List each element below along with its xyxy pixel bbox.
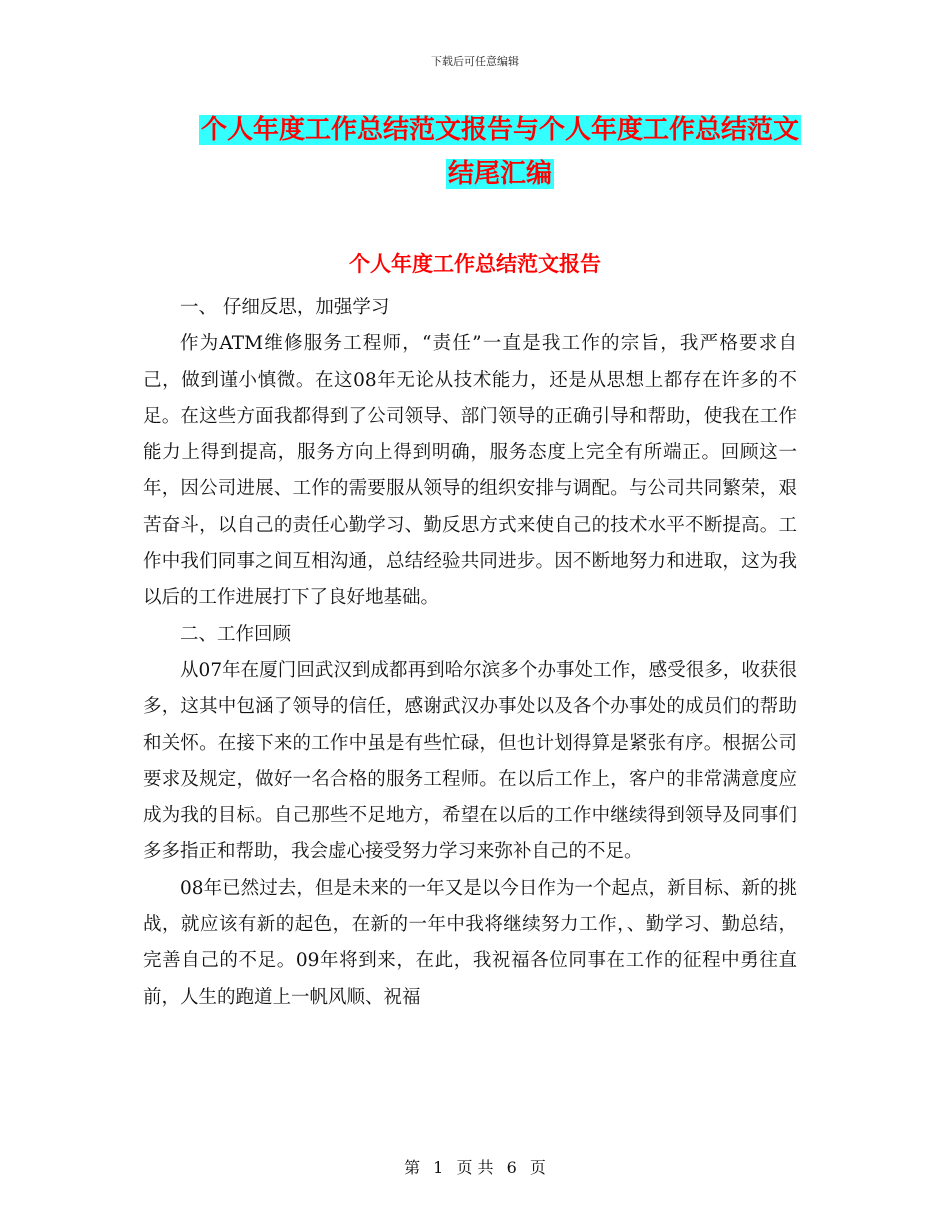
document-body [143,290,797,1016]
document-title [150,108,850,196]
paragraph-3: 08年已然过去，但是未来的一年又是以今日作为一个起点，新目标、新的挑战，就应该有新的起色，在新的一年中我将继续努力工作，、勤学习、勤总结，完善自己的不足。09年将到来，在此，我祝福各位同事在工作的征程中勇往直前，人生的跑道上一帆风顺、祝福 [143,877,797,1008]
heading-1: 一、 仔细反思，加强学习 [180,297,390,318]
paragraph-2: 从07年在厦门回武汉到成都再到哈尔滨多个办事处工作，感受很多，收获很多，这其中包涵了领导的信任，感谢武汉办事处以及各个办事处的成员们的帮助和关怀。在接下来的工作中虽是有些忙碌，但也计划得算是紧张有序。根据公司要求及规定，做好一名合格的服务工程师。在以后工作上，客户的非常满意度应成为我的目标。自己那些不足地方，希望在以后的工作中继续得到领导及同事们多多指正和帮助，我会虚心接受努力学习来弥补自己的不足。 [143,659,797,863]
footer-page-number: 1 [433,1158,444,1177]
paragraph-1: 作为ATM维修服务工程师，“责任”一直是我工作的宗旨，我严格要求自己，做到谨小慎微。在这08年无论从技术能力，还是从思想上都存在许多的不足。在这些方面我都得到了公司领导、部门领导的正确引导和帮助，使我在工作能力上得到提高，服务方向上得到明确，服务态度上完全有所端正。回顾这一年，因公司进展、工作的需要服从领导的组织安排与调配。与公司共同繁荣，艰苦奋斗，以自己的责任心勤学习、勤反思方式来使自己的技术水平不断提高。工作中我们同事之间互相沟通，总结经验共同进步。因不断地努力和进取，这为我以后的工作进展打下了良好地基础。 [143,333,797,609]
footer-total-pages: 6 [506,1158,517,1177]
section-title: 个人年度工作总结范文报告 [349,251,601,276]
footer-prefix: 第 [404,1158,421,1177]
footer-mid: 页 共 [456,1158,494,1177]
heading-2: 二、工作回顾 [180,623,292,645]
document-title-line1: 个人年度工作总结范文报告与个人年度工作总结范文 [200,115,799,145]
page-header-note: 下载后可任意编辑 [431,55,519,68]
footer-suffix: 页 [529,1158,546,1177]
page-footer [0,1155,950,1178]
document-title-line2: 结尾汇编 [447,159,552,189]
